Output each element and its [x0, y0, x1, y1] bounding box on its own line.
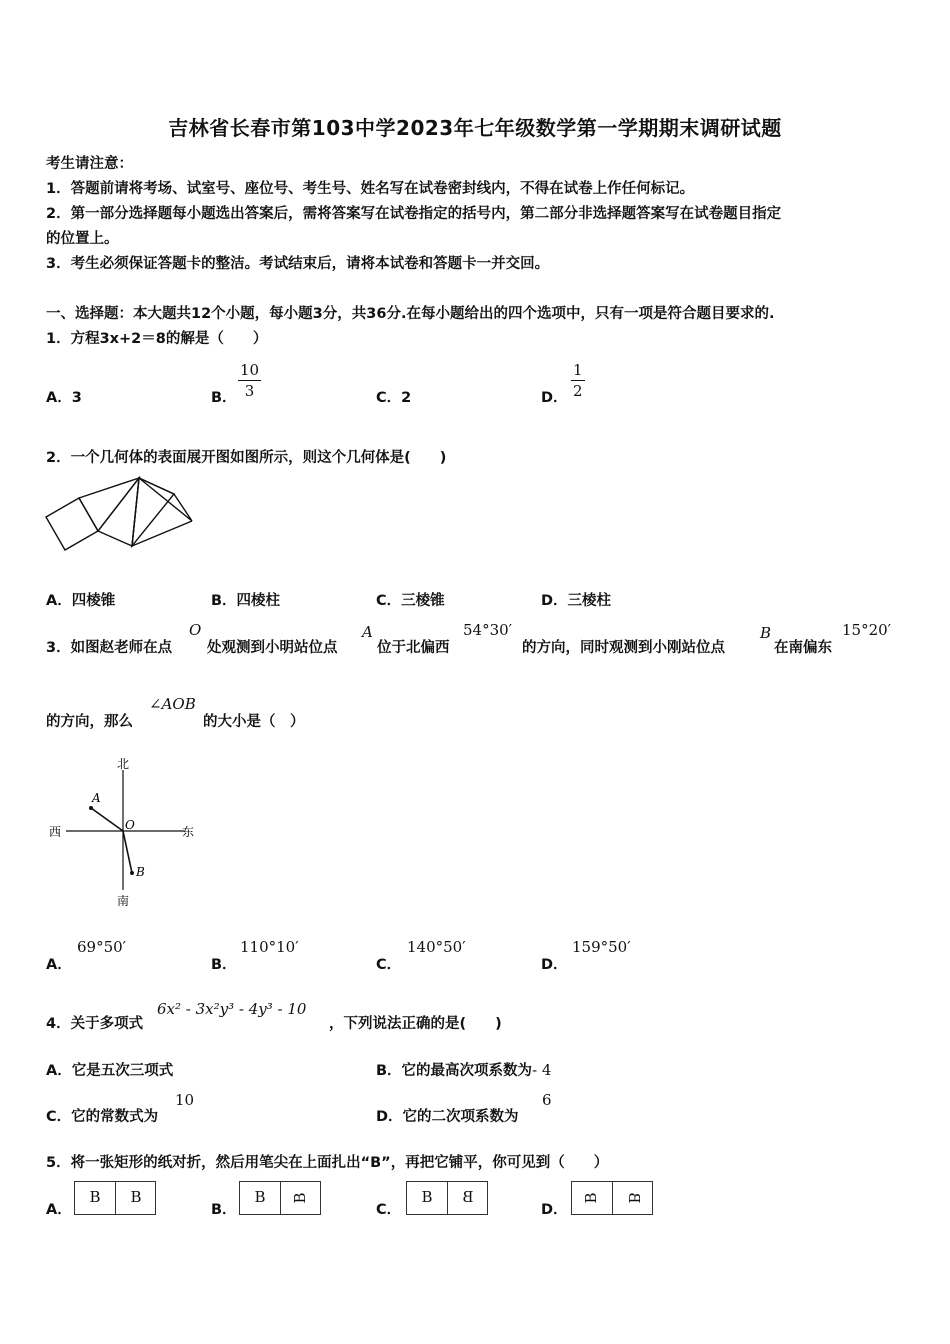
q1-option-b-label[interactable]: B． [211, 390, 237, 406]
q3-angle-aob: ∠AOB [149, 695, 196, 713]
ray-oa [91, 808, 123, 831]
q1-stem [46, 327, 267, 348]
q3-stem-part5: 在南偏东 [774, 640, 832, 656]
net-edge [132, 478, 139, 546]
q1-option-d-fraction [571, 360, 585, 401]
fraction-denominator: 3 [244, 382, 255, 400]
q3-option-a-value: 69°50′ [77, 938, 127, 956]
q2-stem: 2．一个几何体的表面展开图如图所示，则这个几何体是( ) [46, 450, 447, 466]
q5-option-c-figure [406, 1181, 488, 1215]
fold-line [280, 1182, 281, 1214]
q4-option-b[interactable] [376, 1059, 551, 1080]
q3-angle-2: 15°20′ [842, 621, 892, 639]
letter-right-rotated: B [625, 1192, 643, 1204]
q4-stem-part2: ，下列说法正确的是( ) [329, 1016, 502, 1032]
ray-ob [123, 831, 132, 873]
net-triangle-4 [139, 478, 192, 521]
q3-stem-part6: 的方向，那么 [46, 714, 133, 730]
q3-stem-part7: 的大小是（ ） [203, 714, 305, 730]
q5-stem: 5．将一张矩形的纸对折，然后用笔尖在上面扎出“B”，再把它铺平，你可见到（ ） [46, 1155, 609, 1171]
q4-option-a[interactable]: A．它是五次三项式 [46, 1063, 174, 1079]
option-label: A． [46, 390, 72, 406]
fold-line [612, 1182, 613, 1214]
q5-option-b-figure [239, 1181, 321, 1215]
option-value: - 4 [532, 1061, 552, 1079]
letter-right-rotated: B [291, 1192, 309, 1204]
fraction-numerator: 10 [240, 361, 260, 379]
point-a-dot [89, 806, 93, 810]
label-north: 北 [117, 757, 130, 771]
q1-option-a[interactable] [46, 386, 82, 407]
q3-option-b-label[interactable]: B． [211, 957, 237, 973]
q3-stem-part1: 3．如图赵老师在点 [46, 640, 173, 656]
q5-option-a-figure [74, 1181, 156, 1215]
q3-option-c-value: 140°50′ [407, 938, 466, 956]
q5-option-c-label[interactable]: C． [376, 1202, 402, 1218]
q3-point-a: A [362, 623, 373, 641]
option-value: 3 [71, 390, 82, 406]
page-title: 吉林省长春市第103中学2023年七年级数学第一学期期末调研试题 [168, 116, 782, 140]
label-o: O [125, 818, 135, 832]
fraction-numerator: 1 [573, 361, 583, 379]
q1-option-b-fraction [238, 360, 261, 401]
q2-option-a[interactable]: A．四棱锥 [46, 593, 116, 609]
q3-angle-1: 54°30′ [463, 621, 513, 639]
q2-option-c[interactable]: C．三棱锥 [376, 593, 445, 609]
q5-option-d-figure [571, 1181, 653, 1215]
letter-right: B [130, 1188, 142, 1206]
option-text: B．它的最高次项系数为 [376, 1063, 533, 1079]
q4-option-c-value: 10 [175, 1091, 195, 1109]
section-heading: 一、选择题：本大题共12个小题，每小题3分，共36分.在每小题给出的四个选项中，只有一项是符合题目要求的. [46, 306, 775, 322]
label-south: 南 [117, 894, 130, 908]
net-edge [132, 521, 192, 546]
q5-option-b-label[interactable]: B． [211, 1202, 237, 1218]
q3-compass-figure [44, 752, 204, 912]
point-b-dot [130, 871, 134, 875]
q2-net-figure [44, 474, 199, 554]
q4-option-d[interactable]: D．它的二次项系数为 [376, 1109, 519, 1125]
letter-left: B [89, 1188, 101, 1206]
q4-option-c[interactable]: C．它的常数式为 [46, 1109, 159, 1125]
q4-polynomial: 6x² - 3x²y³ - 4y³ - 10 [157, 1000, 307, 1018]
label-a: A [92, 791, 101, 805]
q3-option-c-label[interactable]: C． [376, 957, 402, 973]
label-east: 东 [182, 825, 195, 839]
q3-option-a-label[interactable]: A． [46, 957, 72, 973]
q1-stem-b: 的解是（ ） [165, 331, 268, 347]
notice-item-1: 1．答题前请将考场、试室号、座位号、考生号、姓名写在试卷密封线内，不得在试卷上作任何标记。 [46, 181, 695, 197]
letter-left: B [421, 1188, 433, 1206]
q3-option-b-value: 110°10′ [240, 938, 299, 956]
q5-option-a-label[interactable]: A． [46, 1202, 72, 1218]
q3-option-d-value: 159°50′ [572, 938, 631, 956]
letter-left-rotated: B [582, 1192, 600, 1204]
q3-stem-part4: 的方向，同时观测到小刚站位点 [522, 640, 725, 656]
notice-heading: 考生请注意： [46, 156, 133, 172]
q1-option-d-label[interactable]: D． [541, 390, 568, 406]
option-label: C． [376, 390, 402, 406]
q3-point-b: B [760, 624, 772, 642]
letter-left: B [254, 1188, 266, 1206]
option-value: 2 [401, 390, 412, 406]
label-b: B [136, 865, 145, 879]
q4-stem-part1: 4．关于多项式 [46, 1016, 144, 1032]
q1-option-c[interactable] [376, 386, 411, 407]
q3-point-o: O [189, 621, 202, 639]
q5-option-d-label[interactable]: D． [541, 1202, 568, 1218]
q1-stem-a: 1．方程 [46, 331, 100, 347]
q2-option-d[interactable]: D．三棱柱 [541, 593, 612, 609]
q1-equation: 3x+2＝8 [99, 331, 166, 347]
q2-option-b[interactable]: B．四棱柱 [211, 593, 281, 609]
label-west: 西 [49, 825, 62, 839]
net-triangle-1 [79, 478, 139, 531]
net-left-square [46, 498, 98, 550]
notice-item-2: 2．第一部分选择题每小题选出答案后，需将答案写在试卷指定的括号内，第二部分非选择题答案写在试卷题目指定 [46, 206, 782, 222]
fraction-denominator: 2 [573, 382, 583, 400]
notice-item-3: 3．考生必须保证答题卡的整洁。考试结束后，请将本试卷和答题卡一并交回。 [46, 256, 550, 272]
q3-option-d-label[interactable]: D． [541, 957, 568, 973]
notice-item-2-cont: 的位置上。 [46, 231, 119, 247]
q3-stem-part2: 处观测到小明站位点 [207, 640, 338, 656]
q3-stem-part3: 位于北偏西 [377, 640, 450, 656]
q4-option-d-value: 6 [542, 1091, 552, 1109]
letter-right-mirrored: B [462, 1188, 474, 1206]
